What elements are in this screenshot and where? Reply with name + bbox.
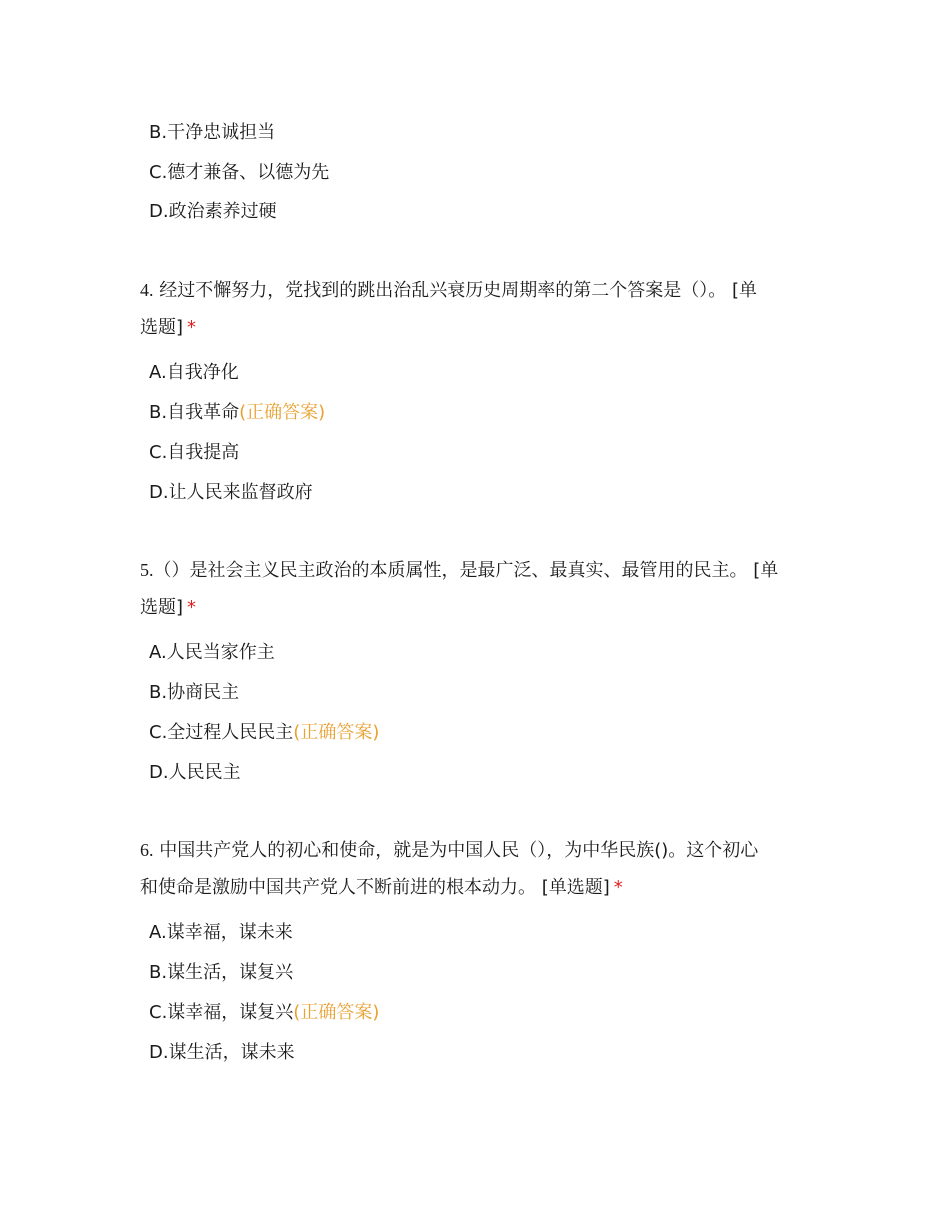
question-number: 6.: [140, 840, 154, 860]
option-label: D.人民民主: [149, 762, 241, 783]
option-b: [149, 401, 325, 425]
correct-answer-tag: (正确答案): [239, 402, 326, 423]
option-label: B.谋生活，谋复兴: [149, 962, 294, 983]
option-label: A.自我净化: [149, 362, 239, 383]
question-4-text-line1: [140, 278, 757, 303]
option-label: B.协商民主: [149, 682, 240, 703]
option-d: [149, 1041, 295, 1065]
option-a: [149, 361, 239, 385]
question-text: （）是社会主义民主政治的本质属性，是最广泛、最真实、最管用的民主。 [单: [153, 560, 779, 581]
required-mark: *: [613, 877, 623, 898]
option-c: [149, 161, 329, 185]
option-a: [149, 641, 275, 665]
option-b: [149, 961, 293, 985]
option-d: [149, 481, 313, 505]
option-label: C.谋幸福，谋复兴: [149, 1002, 294, 1023]
option-d: [149, 200, 277, 224]
question-number: 5.: [140, 560, 154, 580]
required-mark: *: [187, 597, 197, 618]
question-type: 和使命是激励中国共产党人不断前进的根本动力。 [单选题]: [140, 877, 610, 898]
question-5-text-line2: [140, 596, 196, 620]
option-label: C.德才兼备、以德为先: [149, 162, 330, 183]
option-c: [149, 441, 239, 465]
option-c: [149, 1001, 379, 1025]
option-label: B.干净忠诚担当: [149, 122, 276, 143]
option-b: [149, 121, 275, 145]
option-d: [149, 761, 241, 785]
question-text: 经过不懈努力，党找到的跳出治乱兴衰历史周期率的第二个答案是（）。 [单: [159, 280, 757, 301]
question-type: 选题]: [140, 317, 184, 338]
question-4-text-line2: [140, 316, 196, 340]
required-mark: *: [187, 317, 197, 338]
option-label: D.让人民来监督政府: [149, 482, 313, 503]
question-6-text-line1: [140, 838, 758, 863]
option-label: C.全过程人民民主: [149, 722, 294, 743]
option-a: [149, 921, 293, 945]
option-b: [149, 681, 239, 705]
option-label: A.人民当家作主: [149, 642, 275, 663]
option-c: [149, 721, 379, 745]
option-label: C.自我提高: [149, 442, 240, 463]
option-label: D.谋生活，谋未来: [149, 1042, 295, 1063]
question-type: 选题]: [140, 597, 184, 618]
question-number: 4.: [140, 280, 154, 300]
question-6-text-line2: [140, 876, 623, 900]
correct-answer-tag: (正确答案): [293, 1002, 380, 1023]
correct-answer-tag: (正确答案): [293, 722, 380, 743]
option-label: A.谋幸福，谋未来: [149, 922, 293, 943]
question-5-text-line1: [140, 558, 778, 583]
option-label: D.政治素养过硬: [149, 201, 277, 222]
option-label: B.自我革命: [149, 402, 240, 423]
question-text: 中国共产党人的初心和使命，就是为中国人民（），为中华民族()。这个初心: [159, 840, 759, 861]
